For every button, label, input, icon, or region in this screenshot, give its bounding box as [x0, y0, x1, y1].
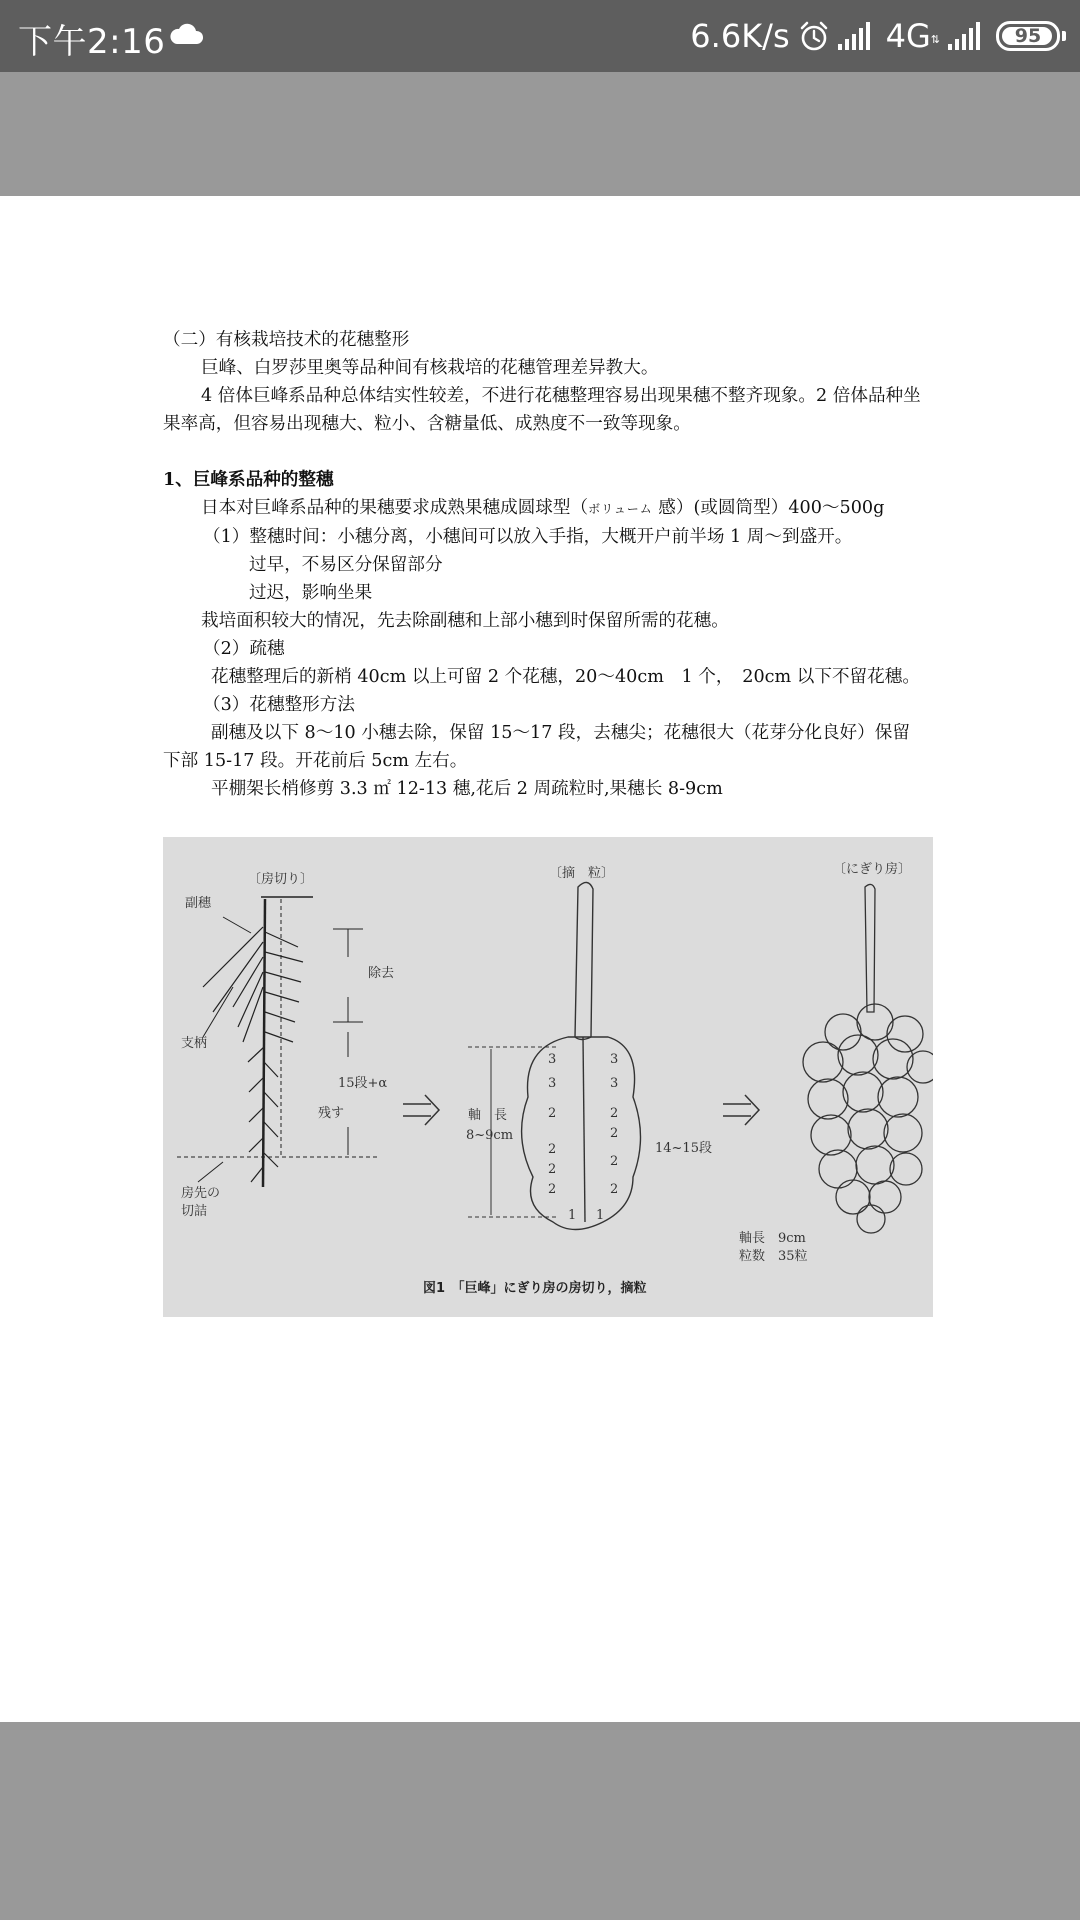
- paragraph-3-a: 日本对巨峰系品种的果穗要求成熟果穗成圆球型（: [201, 498, 589, 518]
- signal-strength-icon: [838, 22, 878, 50]
- paragraph-3-ruby: ボリューム: [588, 502, 653, 516]
- label-chuqu: 除去: [368, 966, 395, 981]
- berry-num-right-5: 2: [610, 1154, 619, 1169]
- berry-num-right-4: 2: [610, 1126, 619, 1141]
- label-fangxian: 房先の: [181, 1186, 221, 1201]
- grape-cluster-figure: [163, 837, 933, 1317]
- label-canshu: 残す: [318, 1106, 345, 1121]
- alarm-clock-icon: [798, 20, 830, 52]
- label-fangqie: 〔房切り〕: [248, 872, 314, 887]
- list-item-2-text: 花穗整理后的新梢 40cm 以上可留 2 个花穗，20～40cm 1 个， 20cm 以下不留花穗。: [211, 667, 920, 687]
- berry-num-left-6: 2: [548, 1182, 557, 1197]
- berry-num-right-3: 2: [610, 1106, 619, 1121]
- network-type-label: 4G: [885, 17, 931, 55]
- list-item-1: （1）整穗时间：小穗分离，小穗间可以放入手指，大概开户前半场 1 周～到盛开。: [203, 527, 853, 547]
- label-qiezhe: 切詰: [181, 1204, 208, 1219]
- viewer-top-margin: [0, 72, 1080, 196]
- paragraph-2: 4 倍体巨峰系品种总体结实性较差，不进行花穗整理容易出现果穗不整齐现象。2 倍体品种坐果率高，但容易出现穗大、粒小、含糖量低、成熟度不一致等现象。: [163, 386, 921, 434]
- paragraph-5: 平棚架长梢修剪 3.3 ㎡ 12-13 穗,花后 2 周疏粒时,果穗长 8-9cm: [211, 779, 723, 799]
- paragraph-4: 栽培面积较大的情况，先去除副穗和上部小穗到时保留所需的花穗。: [201, 611, 729, 631]
- label-zhaili: 〔摘 粒〕: [549, 866, 615, 881]
- paragraph-3: [163, 494, 923, 523]
- section-title: （二）有核栽培技术的花穗整形: [163, 330, 410, 350]
- cloud-icon: [168, 20, 204, 46]
- status-right-group: [690, 13, 1066, 59]
- berry-num-left-5: 2: [548, 1162, 557, 1177]
- spacer: [163, 438, 923, 466]
- label-zhibing: 支柄: [181, 1036, 208, 1051]
- list-item-3: （3）花穗整形方法: [203, 695, 355, 715]
- network-type: [886, 17, 940, 55]
- label-89cm: 8~9cm: [466, 1128, 514, 1143]
- label-fusui: 副穗: [185, 896, 212, 911]
- berry-num-right-6: 2: [610, 1182, 619, 1197]
- list-item-3-text: 副穗及以下 8～10 小穗去除，保留 15～17 段，去穗尖；花穗很大（花芽分化良好）保留下部 15-17 段。开花前后 5cm 左右。: [163, 723, 910, 771]
- figure-caption: 図1 「巨峰」にぎり房の房切り，摘粒: [423, 1281, 647, 1296]
- berry-num-left-1: 3: [548, 1052, 557, 1067]
- signal-strength-2-icon: [948, 22, 988, 50]
- label-nigiri: 〔にぎり房〕: [833, 862, 912, 877]
- paragraph-3-b: 感）(或圆筒型）400～500g: [652, 498, 885, 518]
- document-page[interactable]: [0, 196, 1080, 1722]
- berry-num-left-2: 3: [548, 1076, 557, 1091]
- berry-num-left-7: 1: [568, 1208, 577, 1223]
- network-arrows: ⇅: [930, 33, 940, 46]
- battery-indicator: [996, 21, 1060, 51]
- figure-drawing: [163, 837, 933, 1317]
- status-bar: [0, 0, 1080, 72]
- berry-num-right-7: 1: [596, 1208, 605, 1223]
- label-zhouchang: 軸 長: [468, 1108, 508, 1123]
- battery-level: 95: [1014, 25, 1042, 47]
- heading-1: 1、巨峰系品种的整穗: [163, 469, 334, 490]
- document-text: [163, 326, 923, 803]
- paragraph-1: 巨峰、白罗莎里奥等品种间有核栽培的花穗管理差异教大。: [201, 358, 659, 378]
- berry-num-right-2: 3: [610, 1076, 619, 1091]
- battery-tip: [1062, 31, 1066, 41]
- label-1415: 14~15段: [655, 1141, 712, 1156]
- list-item-1-late: 过迟，影响坐果: [249, 583, 373, 603]
- status-time: 下午2:16: [18, 22, 166, 62]
- label-berries: 粒数 35粒: [739, 1249, 808, 1264]
- list-item-1-early: 过早，不易区分保留部分: [249, 555, 443, 575]
- viewer-bottom-margin: [0, 1722, 1080, 1920]
- label-15duan: 15段+α: [338, 1076, 388, 1091]
- berry-num-left-3: 2: [548, 1106, 557, 1121]
- list-item-2: （2）疏穗: [203, 639, 285, 659]
- net-speed: 6.6K/s: [690, 17, 790, 55]
- label-axis-len: 軸長 9cm: [739, 1231, 806, 1246]
- berry-num-left-4: 2: [548, 1142, 557, 1157]
- berry-num-right-1: 3: [610, 1052, 619, 1067]
